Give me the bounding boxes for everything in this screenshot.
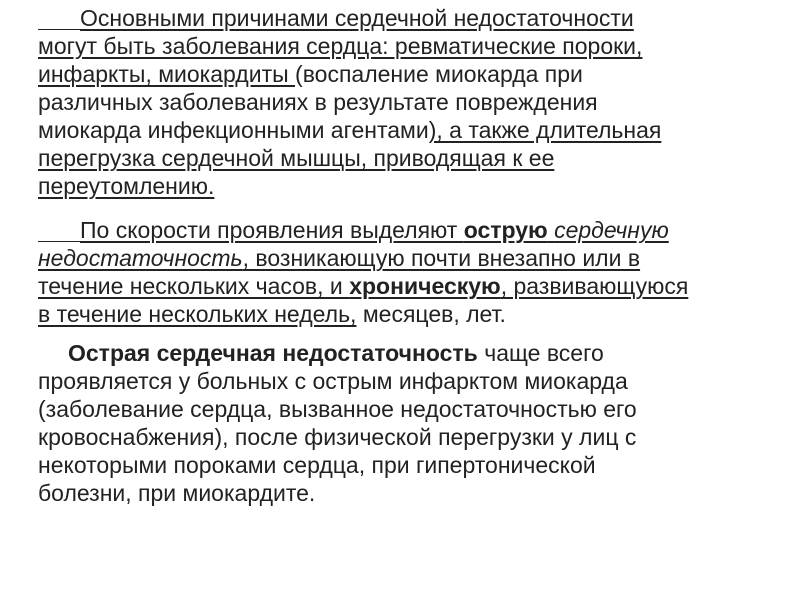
text-segment: По скорости проявления выделяют — [80, 217, 464, 243]
text-segment: болезни, при миокардите. — [38, 480, 316, 506]
text-line — [38, 272, 688, 300]
text-line — [38, 244, 688, 272]
text-segment: (заболевание сердца, вызванное недостаточностью его — [38, 396, 637, 422]
term-heart-failure: сердечную — [554, 217, 669, 243]
text-segment: чаще всего — [477, 340, 604, 366]
text-line — [38, 367, 637, 395]
text-line — [38, 172, 661, 200]
text-line — [38, 300, 688, 328]
text-segment: переутомлению. — [38, 173, 215, 199]
text-segment: различных заболеваниях в результате повреждения — [38, 89, 598, 115]
text-segment: проявляется у больных с острым инфарктом миокарда — [38, 368, 628, 394]
text-line — [38, 451, 637, 479]
text-line — [38, 60, 661, 88]
text-segment: , возникающую почти внезапно или в — [242, 245, 641, 271]
text-segment: кровоснабжения), после физической перегрузки у лиц с — [38, 424, 637, 450]
text-line — [38, 4, 661, 32]
indent — [38, 28, 80, 30]
paragraph-types — [38, 216, 688, 328]
text-segment: миокарда инфекционными агентами — [38, 117, 429, 143]
paragraph-acute — [38, 339, 637, 507]
text-line — [38, 116, 661, 144]
text-segment: некоторыми пороками сердца, при гипертонической — [38, 452, 596, 478]
text-line — [38, 216, 688, 244]
text-line — [38, 88, 661, 116]
text-segment: в течение нескольких недель, — [38, 301, 357, 327]
text-segment: течение нескольких часов, и — [38, 273, 350, 299]
term-acute-heart-failure: Острая сердечная недостаточность — [68, 340, 478, 366]
paragraph-causes — [38, 4, 661, 200]
text-line — [38, 423, 637, 451]
indent — [38, 240, 80, 242]
text-segment: перегрузка сердечной мышцы, приводящая к ее — [38, 145, 555, 171]
text-line — [38, 339, 637, 367]
term-heart-failure: недостаточность — [38, 245, 243, 271]
text-line — [38, 32, 661, 60]
text-segment: могут быть заболевания сердца: ревматические пороки, — [38, 33, 643, 59]
text-line — [38, 479, 637, 507]
term-chronic: хроническую — [349, 273, 501, 299]
text-segment: инфаркты, миокардиты — [38, 61, 296, 87]
text-line — [38, 144, 661, 172]
text-line — [38, 395, 637, 423]
text-segment: ), а также длительная — [428, 117, 662, 143]
text-segment: , развивающуюся — [500, 273, 689, 299]
text-segment: Основными причинами сердечной недостаточности — [80, 5, 634, 31]
term-acute: острую — [463, 217, 548, 243]
text-segment: месяцев, лет. — [356, 301, 506, 327]
text-segment: (воспаление миокарда при — [295, 61, 583, 87]
